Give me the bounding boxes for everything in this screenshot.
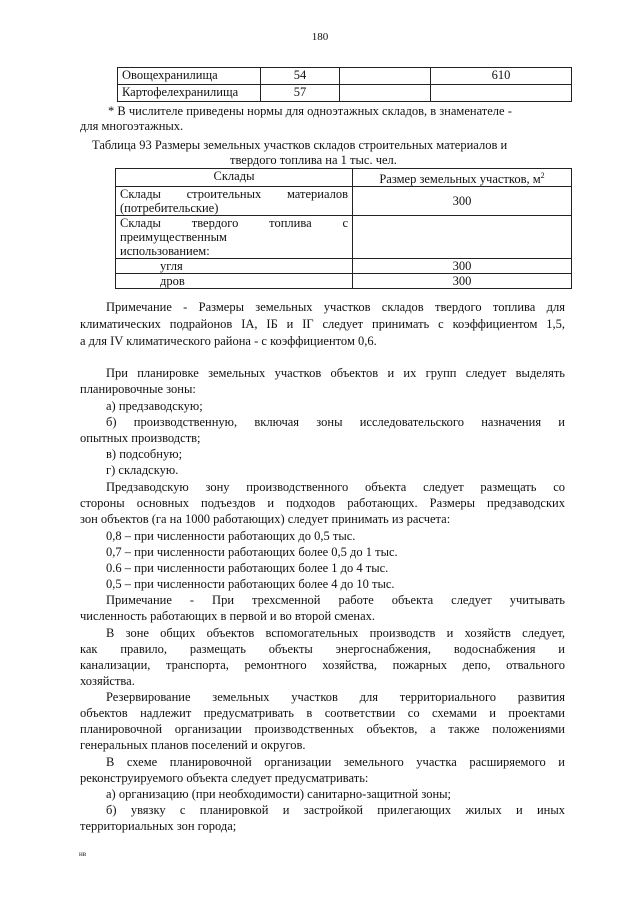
paragraph-line: планировочные зоны: bbox=[80, 382, 196, 396]
page-number: 180 bbox=[311, 31, 329, 43]
table-caption: твердого топлива на 1 тыс. чел. bbox=[230, 153, 397, 167]
table-row bbox=[118, 68, 572, 85]
paragraph-line: Предзаводскую зону производственного объекта следует размещать со bbox=[106, 480, 565, 494]
list-item: 0,5 – при численности работающих более 4 до 10 тыс. bbox=[106, 577, 395, 591]
table-cell: 610 bbox=[431, 68, 572, 85]
cell-text: (потребительские) bbox=[120, 201, 219, 216]
superscript: 2 bbox=[540, 171, 545, 180]
note-line: климатических подрайонов IА, IБ и IГ следует принимать с коэффициентом 1,5, bbox=[80, 317, 565, 331]
cell-text: Склады твердого топлива с bbox=[120, 216, 348, 231]
paragraph-line: стороны основных подъездов и подходов работающих. Размеры предзаводских bbox=[80, 496, 565, 510]
list-item: 0,8 – при численности работающих до 0,5 тыс. bbox=[106, 529, 356, 543]
table-cell: 57 bbox=[261, 85, 340, 102]
table-row bbox=[116, 187, 572, 216]
cell-text: Склады строительных материалов bbox=[120, 187, 348, 202]
table-header-row bbox=[116, 169, 572, 187]
table-cell: 54 bbox=[261, 68, 340, 85]
cell-text: использованием: bbox=[120, 244, 210, 259]
table-caption: Таблица 93 Размеры земельных участков складов строительных материалов и bbox=[92, 138, 508, 152]
paragraph-line: опытных производств; bbox=[80, 431, 201, 445]
table-cell bbox=[116, 216, 353, 259]
table-row bbox=[116, 274, 572, 289]
paragraph-line: Резервирование земельных участков для территориального развития bbox=[106, 690, 565, 704]
list-item: а) организацию (при необходимости) санитарно-защитной зоны; bbox=[106, 787, 452, 801]
column-header bbox=[353, 169, 572, 187]
paragraph-line: территориальных зон города; bbox=[80, 819, 237, 833]
column-header: Склады bbox=[116, 169, 353, 187]
list-item: б) увязку с планировкой и застройкой прилегающих жилых и иных bbox=[106, 803, 565, 817]
note-line: Примечание - Размеры земельных участков складов твердого топлива для bbox=[106, 300, 565, 314]
paragraph-line: хозяйства. bbox=[80, 674, 135, 688]
paragraph-line: канализации, транспорта, ремонтного хозяйства, пожарных депо, отвального bbox=[80, 658, 565, 672]
paragraph-line: генеральных планов поселений и округов. bbox=[80, 738, 306, 752]
paragraph-line: Примечание - При трехсменной работе объекта следует учитывать bbox=[106, 593, 565, 607]
footnote-line: * В числителе приведены нормы для одноэтажных складов, в знаменателе - bbox=[108, 104, 512, 118]
paragraph-line: В зоне общих объектов вспомогательных производств и хозяйств следует, bbox=[106, 626, 565, 640]
list-item: а) предзаводскую; bbox=[106, 399, 203, 413]
table-cell bbox=[340, 68, 431, 85]
column-header-text: Размер земельных участков, м bbox=[379, 172, 541, 187]
table-row bbox=[116, 216, 572, 259]
paragraph-line: как правило, размещать объекты энергоснабжения, водоснабжения и bbox=[80, 642, 565, 656]
cell-text: преимущественным bbox=[120, 230, 227, 245]
paragraph-line: численность работающих в первой и во второй сменах. bbox=[80, 609, 375, 623]
paragraph-line: реконструируемого объекта следует предусматривать: bbox=[80, 771, 369, 785]
list-item: б) производственную, включая зоны исследовательского назначения и bbox=[106, 415, 565, 429]
list-item: 0.6 – при численности работающих более 1 до 4 тыс. bbox=[106, 561, 389, 575]
table-row bbox=[118, 85, 572, 102]
table-cell bbox=[340, 85, 431, 102]
table-cell bbox=[116, 187, 353, 216]
table-cell bbox=[353, 216, 572, 259]
paragraph-line: В схеме планировочной организации земельного участка расширяемого и bbox=[106, 755, 565, 769]
paragraph-line: зон объектов (га на 1000 работающих) следует принимать из расчета: bbox=[80, 512, 451, 526]
note-line: а для IV климатического района - с коэффициентом 0,6. bbox=[80, 334, 377, 348]
paragraph-line: объектов надлежит предусматривать в соответствии со схемами и проектами bbox=[80, 706, 565, 720]
table-cell bbox=[431, 85, 572, 102]
table-cell: угля bbox=[116, 259, 353, 274]
footnote-line: для многоэтажных. bbox=[80, 119, 184, 133]
list-item: 0,7 – при численности работающих более 0,5 до 1 тыс. bbox=[106, 545, 398, 559]
paragraph-line: При планировке земельных участков объектов и их групп следует выделять bbox=[106, 366, 565, 380]
table-cell: Картофелехранилища bbox=[118, 85, 261, 102]
table-cell: 300 bbox=[353, 259, 572, 274]
table-93 bbox=[115, 168, 572, 289]
table-cell: 300 bbox=[353, 274, 572, 289]
table-cell: дров bbox=[116, 274, 353, 289]
table-row bbox=[116, 259, 572, 274]
footer-mark: нв bbox=[79, 850, 87, 858]
table-cell: Овощехранилища bbox=[118, 68, 261, 85]
list-item: г) складскую. bbox=[106, 463, 179, 477]
storage-norms-table-fragment bbox=[117, 67, 572, 102]
paragraph-line: планировочной организации производственных объектов, а также положениями bbox=[80, 722, 565, 736]
table-cell: 300 bbox=[353, 187, 572, 216]
list-item: в) подсобную; bbox=[106, 447, 183, 461]
